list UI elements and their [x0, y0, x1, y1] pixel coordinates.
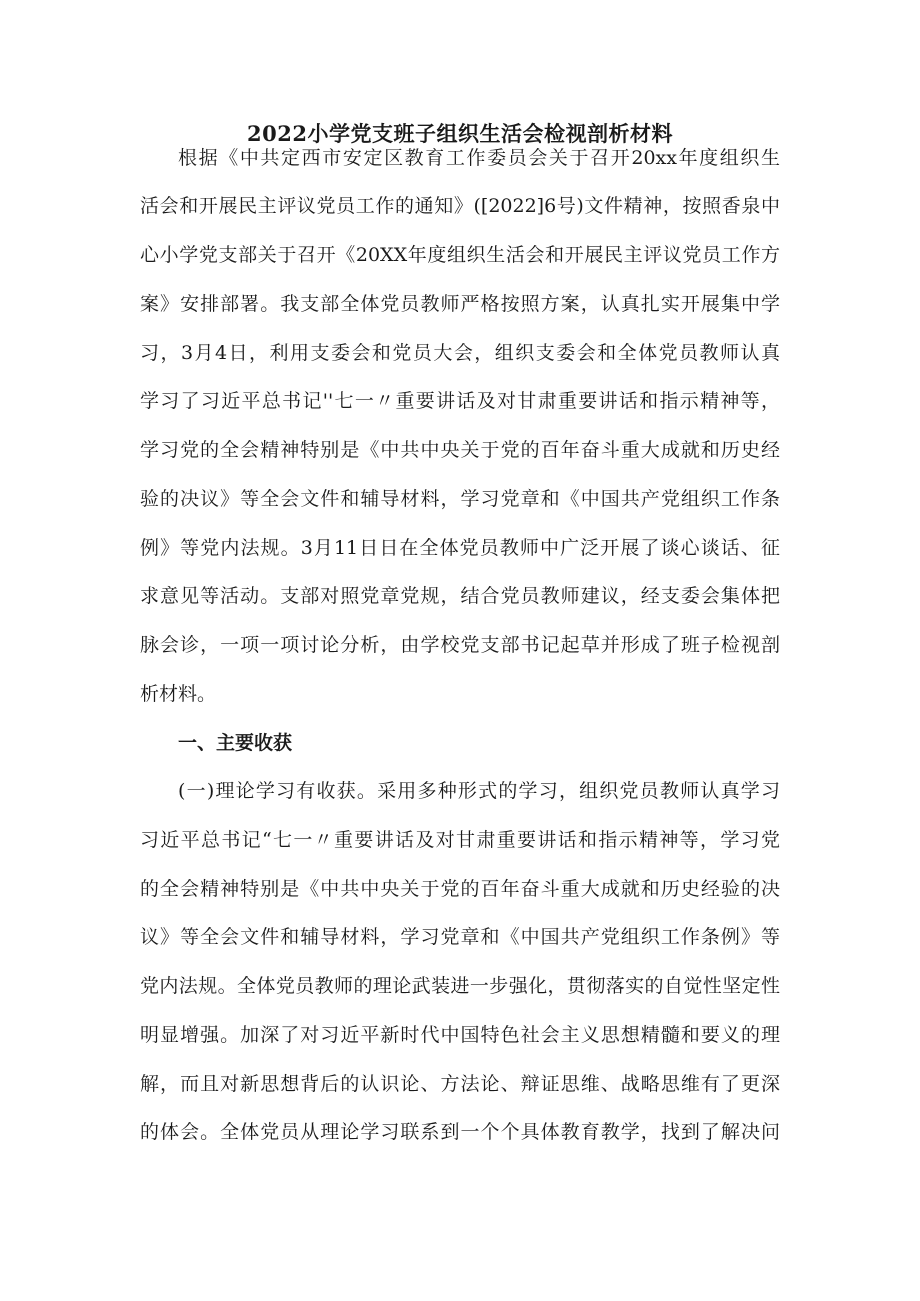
paragraph-line: (一)理论学习有收获。采用多种形式的学习，组织党员教师认真学习 — [178, 780, 780, 802]
paragraph-line: 活会和开展民主评议党员工作的通知》([2022]6号)文件精神，按照香泉中 — [140, 195, 780, 217]
paragraph-line: 心小学党支部关于召开《20XX年度组织生活会和开展民主评议党员工作方 — [140, 244, 780, 266]
document-title: 2022小学党支班子组织生活会检视剖析材料 — [247, 121, 673, 146]
paragraph-line: 例》等党内法规。3月11日日在全体党员教师中广泛开展了谈心谈话、征 — [140, 537, 780, 559]
paragraph-line: 的体会。全体党员从理论学习联系到一个个具体教育教学，找到了解决问 — [140, 1121, 780, 1143]
paragraph-line: 脉会诊，一项一项讨论分析，由学校党支部书记起草并形成了班子检视剖 — [140, 634, 780, 656]
section-heading: 一、主要收获 — [178, 732, 293, 754]
paragraph-line: 析材料。 — [140, 683, 217, 705]
paragraph-line: 明显增强。加深了对习近平新时代中国特色社会主义思想精髓和要义的理 — [140, 1024, 780, 1046]
paragraph-line: 议》等全会文件和辅导材料，学习党章和《中国共产党组织工作条例》等 — [140, 926, 780, 948]
paragraph-line: 求意见等活动。支部对照党章党规，结合党员教师建议，经支委会集体把 — [140, 585, 780, 607]
paragraph-line: 习近平总书记“七一〃重要讲话及对甘肃重要讲话和指示精神等，学习党 — [140, 829, 780, 851]
paragraph-line: 习，3月4日，利用支委会和党员大会，组织支委会和全体党员教师认真 — [140, 342, 780, 364]
paragraph-line: 党内法规。全体党员教师的理论武装进一步强化，贯彻落实的自觉性坚定性 — [140, 975, 780, 997]
paragraph-line: 验的决议》等全会文件和辅导材料，学习党章和《中国共产党组织工作条 — [140, 488, 780, 510]
paragraph-line: 的全会精神特别是《中共中央关于党的百年奋斗重大成就和历史经验的决 — [140, 878, 780, 900]
paragraph-line: 根据《中共定西市安定区教育工作委员会关于召开20xx年度组织生 — [178, 147, 780, 169]
paragraph-line: 案》安排部署。我支部全体党员教师严格按照方案，认真扎实开展集中学 — [140, 293, 780, 315]
paragraph-line: 解，而且对新思想背后的认识论、方法论、辩证思维、战略思维有了更深 — [140, 1073, 780, 1095]
paragraph-line: 学习党的全会精神特别是《中共中央关于党的百年奋斗重大成就和历史经 — [140, 439, 780, 461]
paragraph-line: 学习了习近平总书记''七一〃重要讲话及对甘肃重要讲话和指示精神等， — [140, 390, 780, 412]
